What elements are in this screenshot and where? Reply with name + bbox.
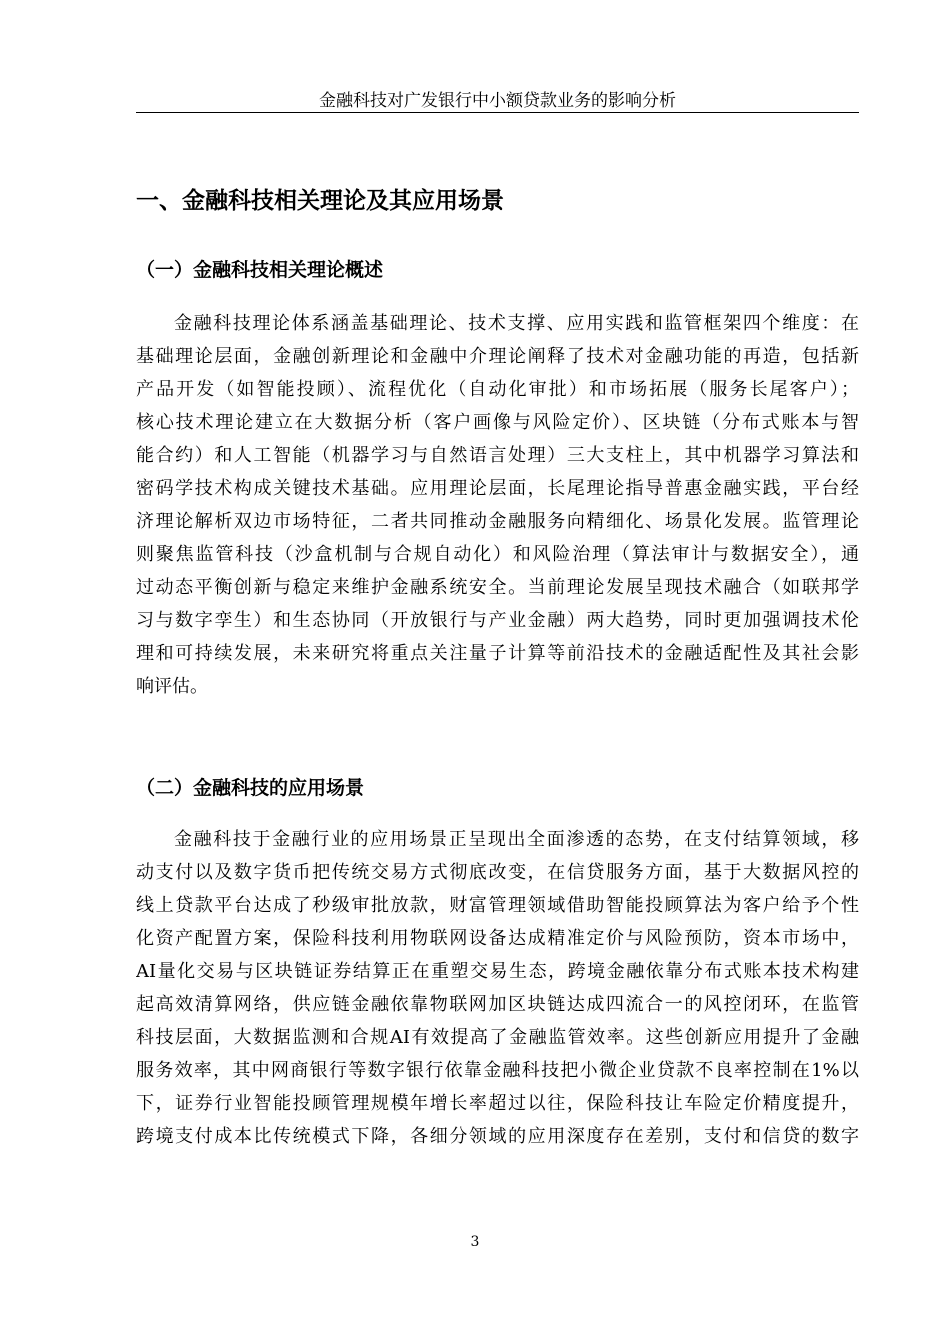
text-line: 理和可持续发展，未来研究将重点关注量子计算等前沿技术的金融适配性及其社会影 — [136, 643, 859, 664]
text-line: 科技层面，大数据监测和合规AI有效提高了金融监管效率。这些创新应用提升了金融 — [136, 1027, 859, 1048]
section-title: 一、金融科技相关理论及其应用场景 — [136, 188, 504, 214]
text-line: 下，证券行业智能投顾管理规模年增长率超过以往，保险科技让车险定价精度提升， — [136, 1093, 859, 1114]
text-line: 起高效清算网络，供应链金融依靠物联网加区块链达成四流合一的风控闭环，在监管 — [136, 994, 859, 1015]
text-line: AI量化交易与区块链证券结算正在重塑交易生态，跨境金融依靠分布式账本技术构建 — [136, 961, 859, 982]
subsection-title-1: （一）金融科技相关理论概述 — [136, 259, 384, 281]
text-line: 核心技术理论建立在大数据分析（客户画像与风险定价）、区块链（分布式账本与智 — [136, 412, 859, 433]
text-line: 产品开发（如智能投顾）、流程优化（自动化审批）和市场拓展（服务长尾客户）； — [136, 379, 859, 400]
page-number: 3 — [470, 1234, 480, 1250]
header-divider — [136, 112, 859, 113]
subsection-title-2: （二）金融科技的应用场景 — [136, 777, 365, 799]
text-line: 金融科技于金融行业的应用场景正呈现出全面渗透的态势，在支付结算领域，移 — [174, 829, 859, 850]
text-line: 则聚焦监管科技（沙盒机制与合规自动化）和风险治理（算法审计与数据安全），通 — [136, 544, 859, 565]
text-line: 过动态平衡创新与稳定来维护金融系统安全。当前理论发展呈现技术融合（如联邦学 — [136, 577, 859, 598]
text-line: 化资产配置方案，保险科技利用物联网设备达成精准定价与风险预防，资本市场中， — [136, 928, 859, 949]
text-line: 习与数字孪生）和生态协同（开放银行与产业金融）两大趋势，同时更加强调技术伦 — [136, 610, 859, 631]
running-header: 金融科技对广发银行中小额贷款业务的影响分析 — [319, 91, 676, 111]
text-line: 服务效率，其中网商银行等数字银行依靠金融科技把小微企业贷款不良率控制在1%以 — [136, 1060, 859, 1081]
text-line: 跨境支付成本比传统模式下降，各细分领域的应用深度存在差别，支付和信贷的数字 — [136, 1126, 859, 1147]
paragraph-theory-overview — [136, 307, 859, 703]
text-line: 济理论解析双边市场特征，二者共同推动金融服务向精细化、场景化发展。监管理论 — [136, 511, 859, 532]
text-line: 基础理论层面，金融创新理论和金融中介理论阐释了技术对金融功能的再造，包括新 — [136, 346, 859, 367]
text-line: 金融科技理论体系涵盖基础理论、技术支撑、应用实践和监管框架四个维度：在 — [174, 313, 859, 334]
text-line: 动支付以及数字货币把传统交易方式彻底改变，在信贷服务方面，基于大数据风控的 — [136, 862, 859, 883]
text-line: 能合约）和人工智能（机器学习与自然语言处理）三大支柱上，其中机器学习算法和 — [136, 445, 859, 466]
paragraph-application-scenarios — [136, 823, 859, 1153]
text-line: 线上贷款平台达成了秒级审批放款，财富管理领域借助智能投顾算法为客户给予个性 — [136, 895, 859, 916]
text-line: 响评估。 — [136, 676, 208, 697]
text-line: 密码学技术构成关键技术基础。应用理论层面，长尾理论指导普惠金融实践，平台经 — [136, 478, 859, 499]
